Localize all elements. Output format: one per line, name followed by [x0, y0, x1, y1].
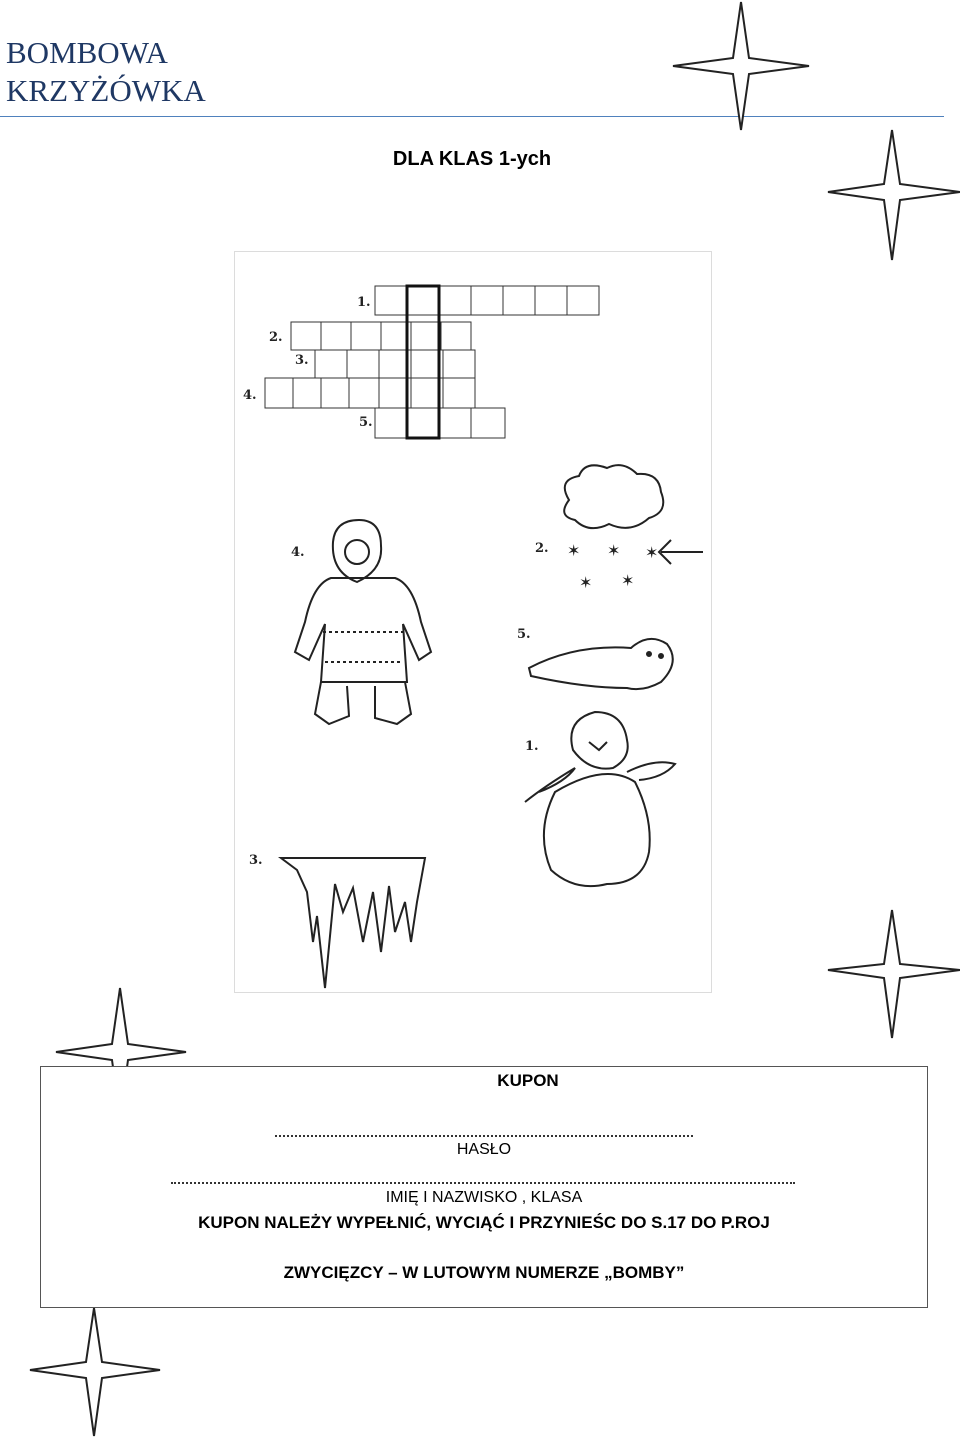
- snow-cloud-icon: [564, 465, 703, 592]
- svg-text:✶: ✶: [621, 571, 635, 590]
- crossword-number-2: 2.: [269, 330, 283, 345]
- svg-text:✶: ✶: [645, 543, 659, 562]
- name-field[interactable]: [171, 1182, 795, 1184]
- coupon-instruction: KUPON NALEŻY WYPEŁNIĆ, WYCIĄĆ I PRZYNIEŚC DO S.17 DO P.ROJ: [198, 1213, 770, 1232]
- star-icon: [671, 0, 811, 132]
- winners-note: ZWYCIĘZCY – W LUTOWYM NUMERZE „BOMBY”: [283, 1263, 685, 1282]
- document-title: [6, 34, 206, 110]
- penguin-icon: [525, 712, 675, 886]
- svg-text:4.: 4.: [291, 545, 305, 560]
- name-label: IMIĘ I NAZWISKO , KLASA: [385, 1189, 583, 1206]
- svg-text:2.: 2.: [535, 541, 549, 556]
- svg-text:✶: ✶: [579, 573, 593, 592]
- crossword-number-1: 1.: [357, 295, 371, 310]
- coupon-box: [40, 1066, 928, 1308]
- star-icon: [826, 908, 960, 1040]
- coupon-title: KUPON: [497, 1071, 559, 1090]
- svg-text:✶: ✶: [567, 541, 581, 560]
- password-label: HASŁO: [456, 1141, 512, 1158]
- subtitle: DLA KLAS 1-ych: [392, 148, 552, 170]
- star-icon: [826, 128, 960, 262]
- crossword-number-4: 4.: [243, 388, 257, 403]
- eskimo-icon: [295, 520, 431, 724]
- password-field[interactable]: [275, 1135, 693, 1137]
- svg-text:3.: 3.: [249, 853, 263, 868]
- svg-text:✶: ✶: [607, 541, 621, 560]
- svg-text:5.: 5.: [517, 627, 531, 642]
- icicle-icon: [281, 858, 425, 988]
- title-line-2: KRZYŻÓWKA: [6, 73, 206, 108]
- svg-text:1.: 1.: [525, 739, 539, 754]
- seal-icon: [529, 639, 673, 689]
- crossword-puzzle: [234, 251, 712, 993]
- title-line-1: BOMBOWA: [6, 35, 168, 70]
- crossword-number-5: 5.: [359, 415, 373, 430]
- crossword-drawing: [235, 252, 711, 992]
- star-icon: [28, 1306, 162, 1438]
- crossword-number-3: 3.: [295, 353, 309, 368]
